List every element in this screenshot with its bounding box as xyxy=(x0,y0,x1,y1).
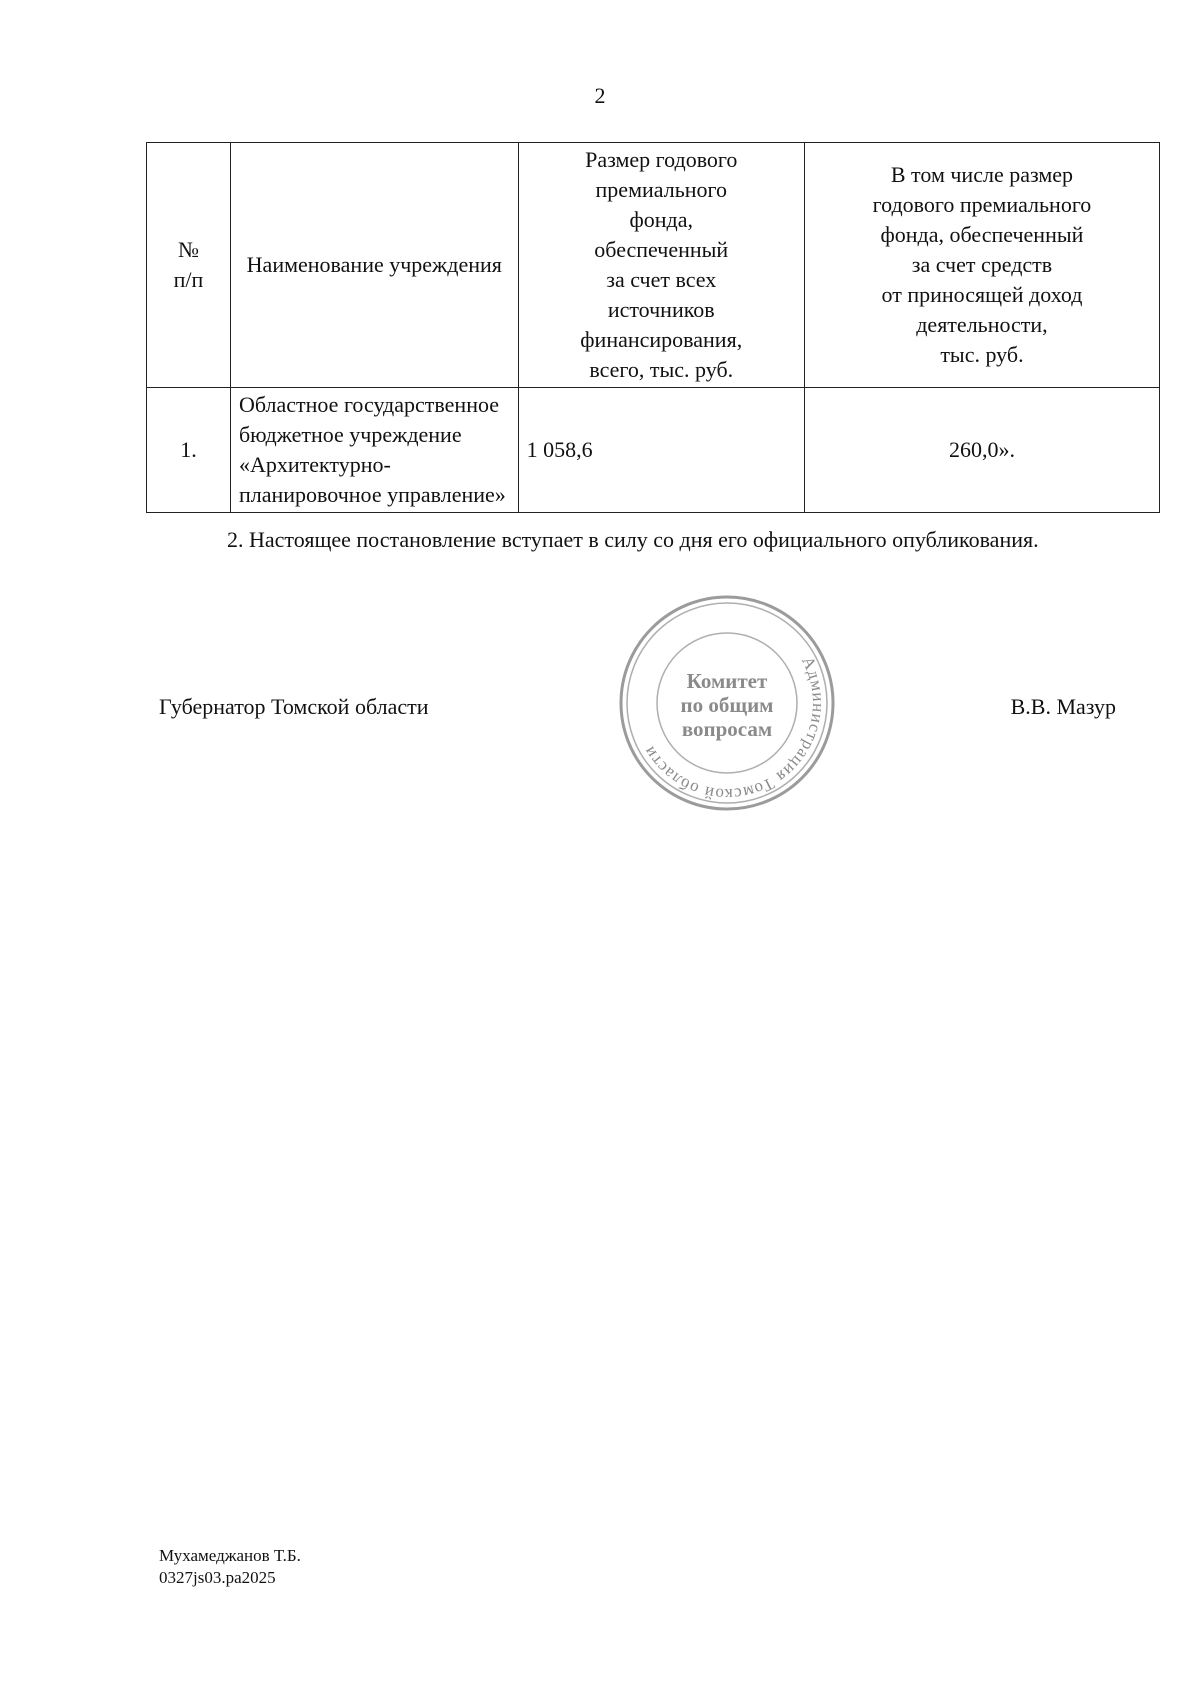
table-header-row xyxy=(147,143,1160,388)
footer-code: 0327js03.pa2025 xyxy=(159,1568,276,1587)
header-number: № п/п xyxy=(147,143,231,388)
stamp-seal-icon xyxy=(616,592,838,814)
page-number: 2 xyxy=(594,83,606,108)
stamp-ring-text: Администрация Томской области xyxy=(638,653,829,805)
header-institution-name: Наименование учреждения xyxy=(230,143,518,388)
effective-date-paragraph: 2. Настоящее постановление вступает в силу со дня его официального опубликования. xyxy=(227,527,1039,552)
header-income-fund: В том числе размер годового премиального фонда, обеспеченный за счет средств от приносящей доход деятельности, тыс. руб. xyxy=(804,143,1159,388)
signatory-name: В.В. Мазур xyxy=(1010,694,1116,719)
stamp-center-line-1: Комитет xyxy=(686,669,768,693)
row-total-fund: 1 058,6 xyxy=(518,388,804,513)
table-row xyxy=(147,388,1160,513)
row-income-fund: 260,0». xyxy=(804,388,1159,513)
stamp-center-line-3: вопросам xyxy=(681,717,773,741)
stamp-center-line-2: по общим xyxy=(680,693,774,717)
footer-author: Мухамеджанов Т.Б. xyxy=(159,1546,301,1565)
document-footer xyxy=(159,1545,301,1589)
official-stamp xyxy=(616,592,838,814)
row-institution-name: Областное государственное бюджетное учреждение «Архитектурно-планировочное управление» xyxy=(230,388,518,513)
premium-fund-table xyxy=(146,142,1160,513)
signatory-title: Губернатор Томской области xyxy=(159,694,429,719)
header-total-fund: Размер годового премиального фонда, обеспеченный за счет всех источников финансирования, всего, тыс. руб. xyxy=(518,143,804,388)
row-number: 1. xyxy=(147,388,231,513)
